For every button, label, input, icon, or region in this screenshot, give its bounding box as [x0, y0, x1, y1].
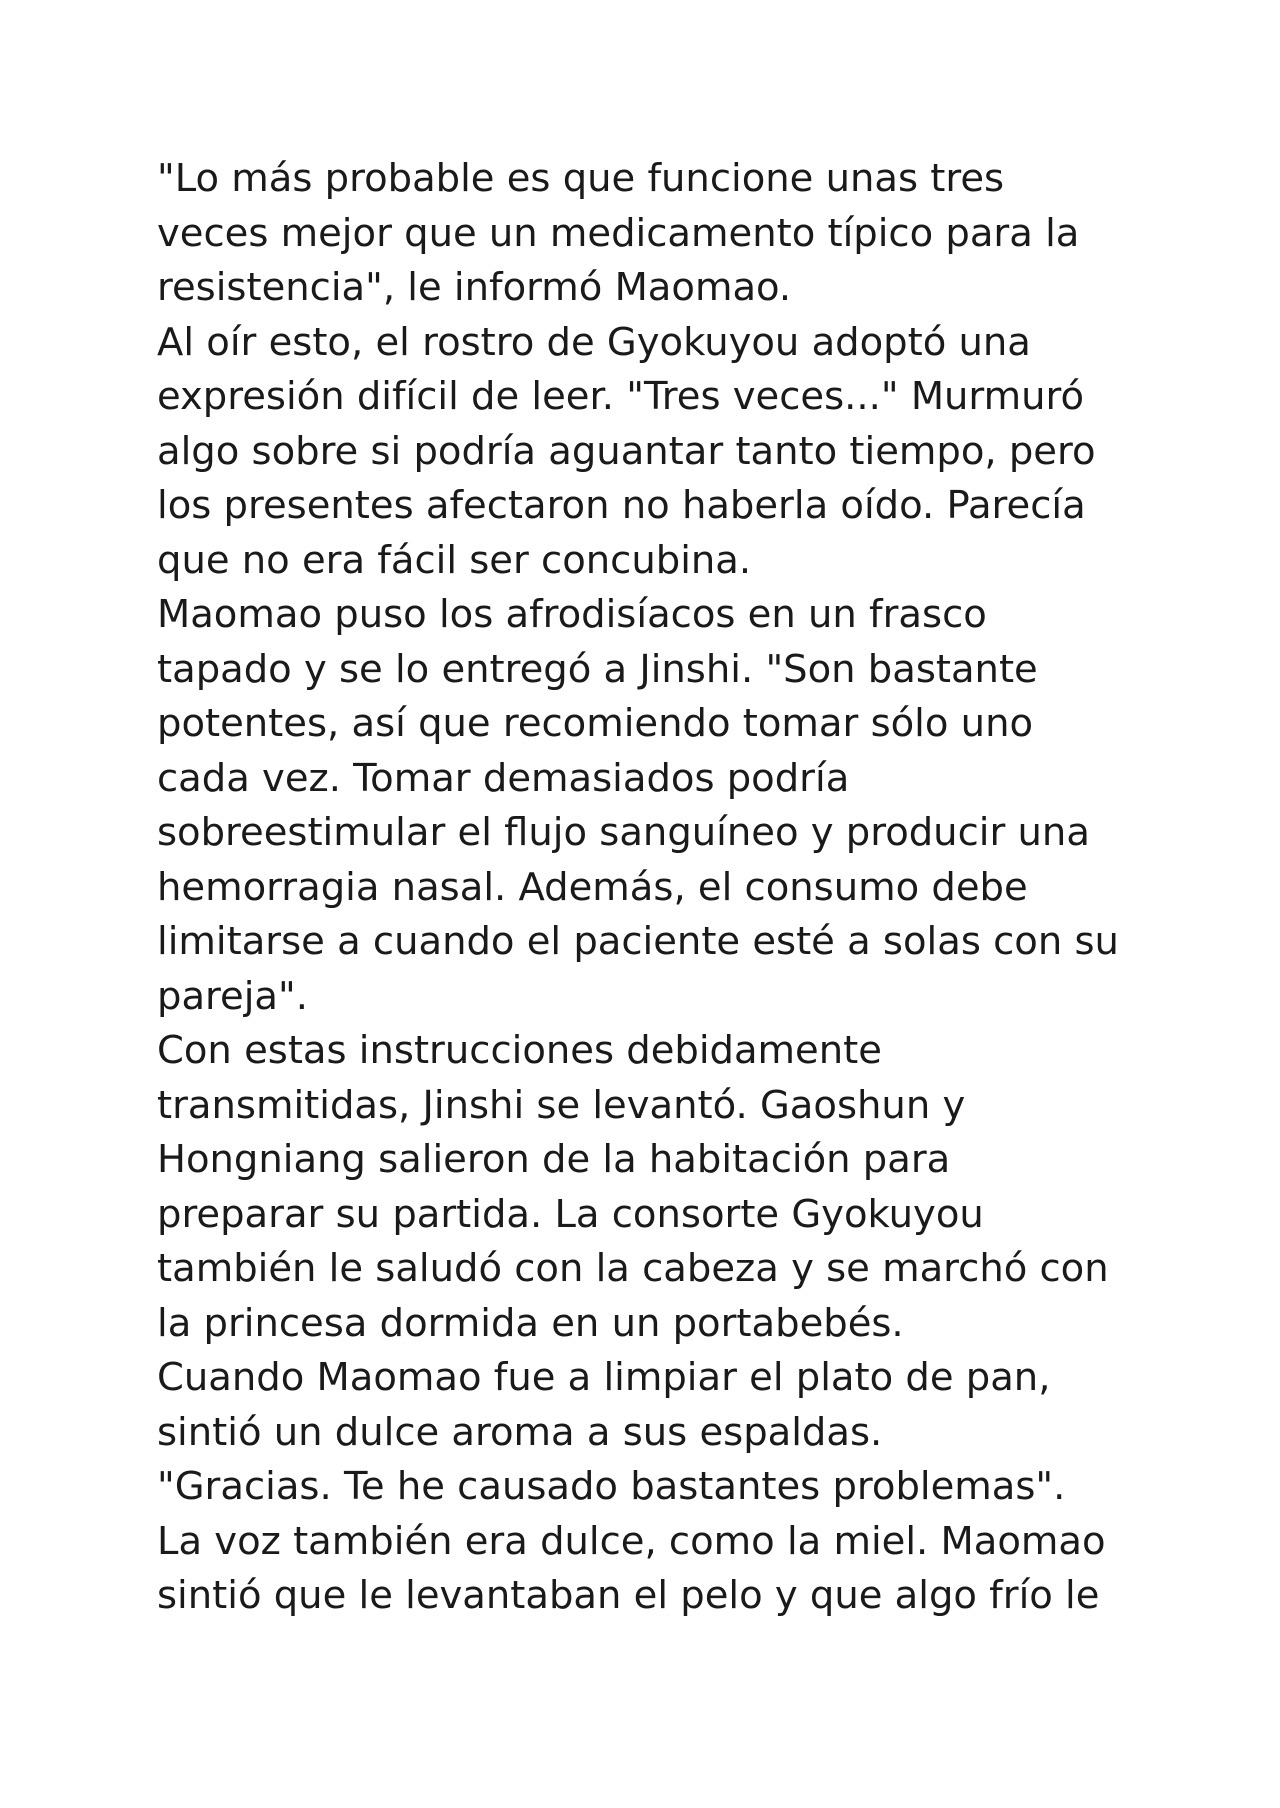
text-line: resistencia", le informó Maomao. — [157, 265, 792, 310]
text-line: Cuando Maomao fue a limpiar el plato de pan, — [157, 1355, 1051, 1400]
text-line: potentes, así que recomiendo tomar sólo uno — [157, 701, 1034, 746]
text-line: sintió un dulce aroma a sus espaldas. — [157, 1409, 883, 1455]
text-line: algo sobre si podría aguantar tanto tiempo, pero — [157, 428, 1096, 474]
text-line: transmitidas, Jinshi se levantó. Gaoshun y — [157, 1082, 966, 1128]
text-line: La voz también era dulce, como la miel. Maomao — [157, 1518, 1106, 1564]
text-line: preparar su partida. La consorte Gyokuyou — [157, 1191, 984, 1237]
text-line: sobreestimular el flujo sanguíneo y producir una — [157, 810, 1090, 855]
text-line: cada vez. Tomar demasiados podría — [157, 755, 850, 801]
text-line: los presentes afectaron no haberla oído. Parecía — [157, 483, 1086, 528]
text-line: veces mejor que un medicamento típico para la — [157, 210, 1080, 256]
text-line: también le saludó con la cabeza y se marchó con — [157, 1246, 1109, 1291]
text-line: que no era fácil ser concubina. — [157, 537, 752, 583]
text-line: "Lo más probable es que funcione unas tres — [157, 156, 1005, 201]
text-line: Con estas instrucciones debidamente — [157, 1028, 882, 1073]
text-line: hemorragia nasal. Además, el consumo debe — [157, 864, 1028, 910]
text-line: expresión difícil de leer. "Tres veces..." Murmuró — [157, 374, 1085, 419]
text-line: Hongniang salieron de la habitación para — [157, 1137, 951, 1182]
document-body — [157, 152, 1157, 1624]
text-line: limitarse a cuando el paciente esté a solas con su — [157, 919, 1119, 964]
text-line: la princesa dormida en un portabebés. — [157, 1300, 904, 1346]
text-line: sintió que le levantaban el pelo y que algo frío le — [157, 1573, 1100, 1618]
text-line: pareja". — [157, 973, 308, 1019]
text-line: Maomao puso los afrodisíacos en un frasco — [157, 592, 987, 637]
text-line: "Gracias. Te he causado bastantes problemas". — [157, 1464, 1066, 1509]
text-line: Al oír esto, el rostro de Gyokuyou adoptó una — [157, 319, 1031, 365]
text-line: tapado y se lo entregó a Jinshi. "Son bastante — [157, 646, 1038, 692]
